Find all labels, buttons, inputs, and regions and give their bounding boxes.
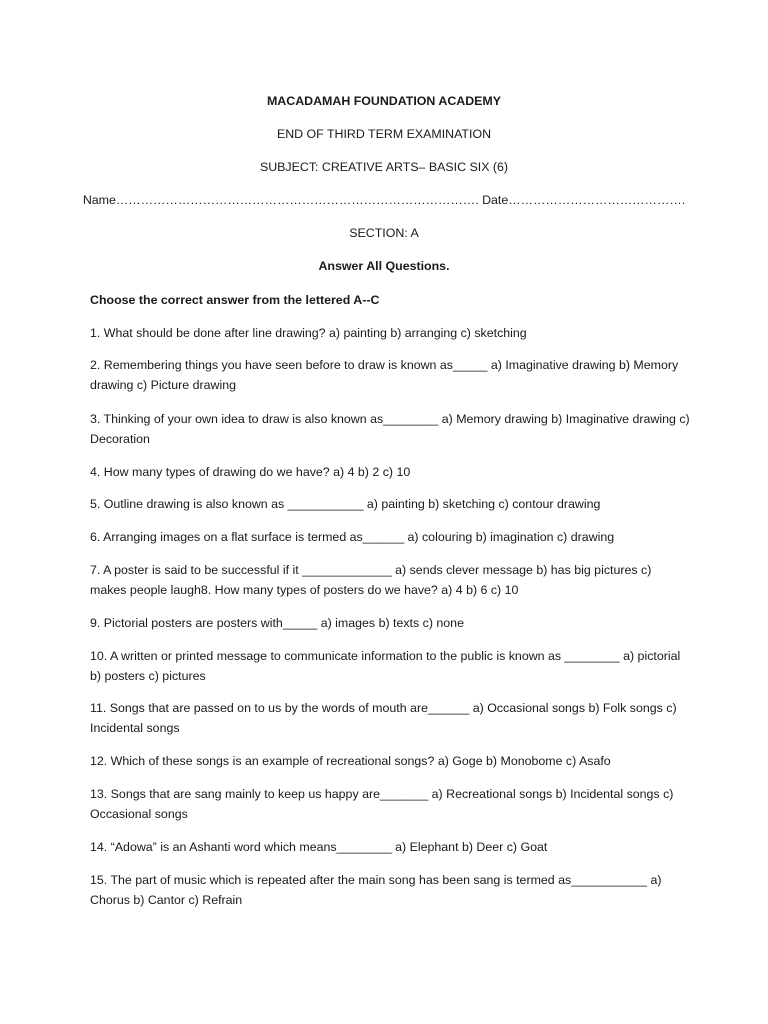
subject-line: SUBJECT: CREATIVE ARTS– BASIC SIX (6) (259, 160, 509, 174)
question-14: 14. “Adowa” is an Ashanti word which means________ a) Elephant b) Deer c) Goat (90, 840, 548, 854)
question-15: 15. The part of music which is repeated after the main song has been sang is termed as___________ a) Chorus b) Cantor c) Refrain (90, 873, 662, 907)
question-6: 6. Arranging images on a flat surface is termed as______ a) colouring b) imagination c) drawing (90, 530, 615, 544)
question-11: 11. Songs that are passed on to us by the words of mouth are______ a) Occasional songs b) Folk songs c) Incidental songs (90, 701, 677, 735)
exam-title: END OF THIRD TERM EXAMINATION (276, 127, 492, 141)
question-9: 9. Pictorial posters are posters with_____ a) images b) texts c) none (90, 616, 464, 630)
question-13: 13. Songs that are sang mainly to keep us happy are_______ a) Recreational songs b) Incidental songs c) Occasional songs (90, 787, 674, 821)
question-3: 3. Thinking of your own idea to draw is also known as________ a) Memory drawing b) Imaginative drawing c) Decoration (90, 412, 690, 446)
question-2: 2. Remembering things you have seen before to draw is known as_____ a) Imaginative drawing b) Memory drawing c) Picture drawing (90, 358, 679, 392)
instruction-line: Answer All Questions. (318, 259, 450, 273)
section-heading: SECTION: A (349, 226, 419, 240)
question-7: 7. A poster is said to be successful if it _____________ a) sends clever message b) has big pictures c) makes people laugh8. How many types of posters do we have? a) 4 b) 6 c) 10 (90, 563, 652, 597)
question-1: 1. What should be done after line drawing? a) painting b) arranging c) sketching (90, 326, 527, 340)
name-date-line: Name……………………………………………………………………………. Date……………………………………. (82, 193, 686, 207)
question-10: 10. A written or printed message to communicate information to the public is known as ________ a) pictorial b) posters c) pictures (90, 649, 681, 683)
school-name: MACADAMAH FOUNDATION ACADEMY (266, 94, 502, 108)
directive-line: Choose the correct answer from the lettered A--C (90, 293, 380, 307)
question-12: 12. Which of these songs is an example of recreational songs? a) Goge b) Monobome c) Asafo (90, 754, 611, 768)
question-5: 5. Outline drawing is also known as ___________ a) painting b) sketching c) contour drawing (90, 497, 601, 511)
question-4: 4. How many types of drawing do we have? a) 4 b) 2 c) 10 (90, 465, 411, 479)
